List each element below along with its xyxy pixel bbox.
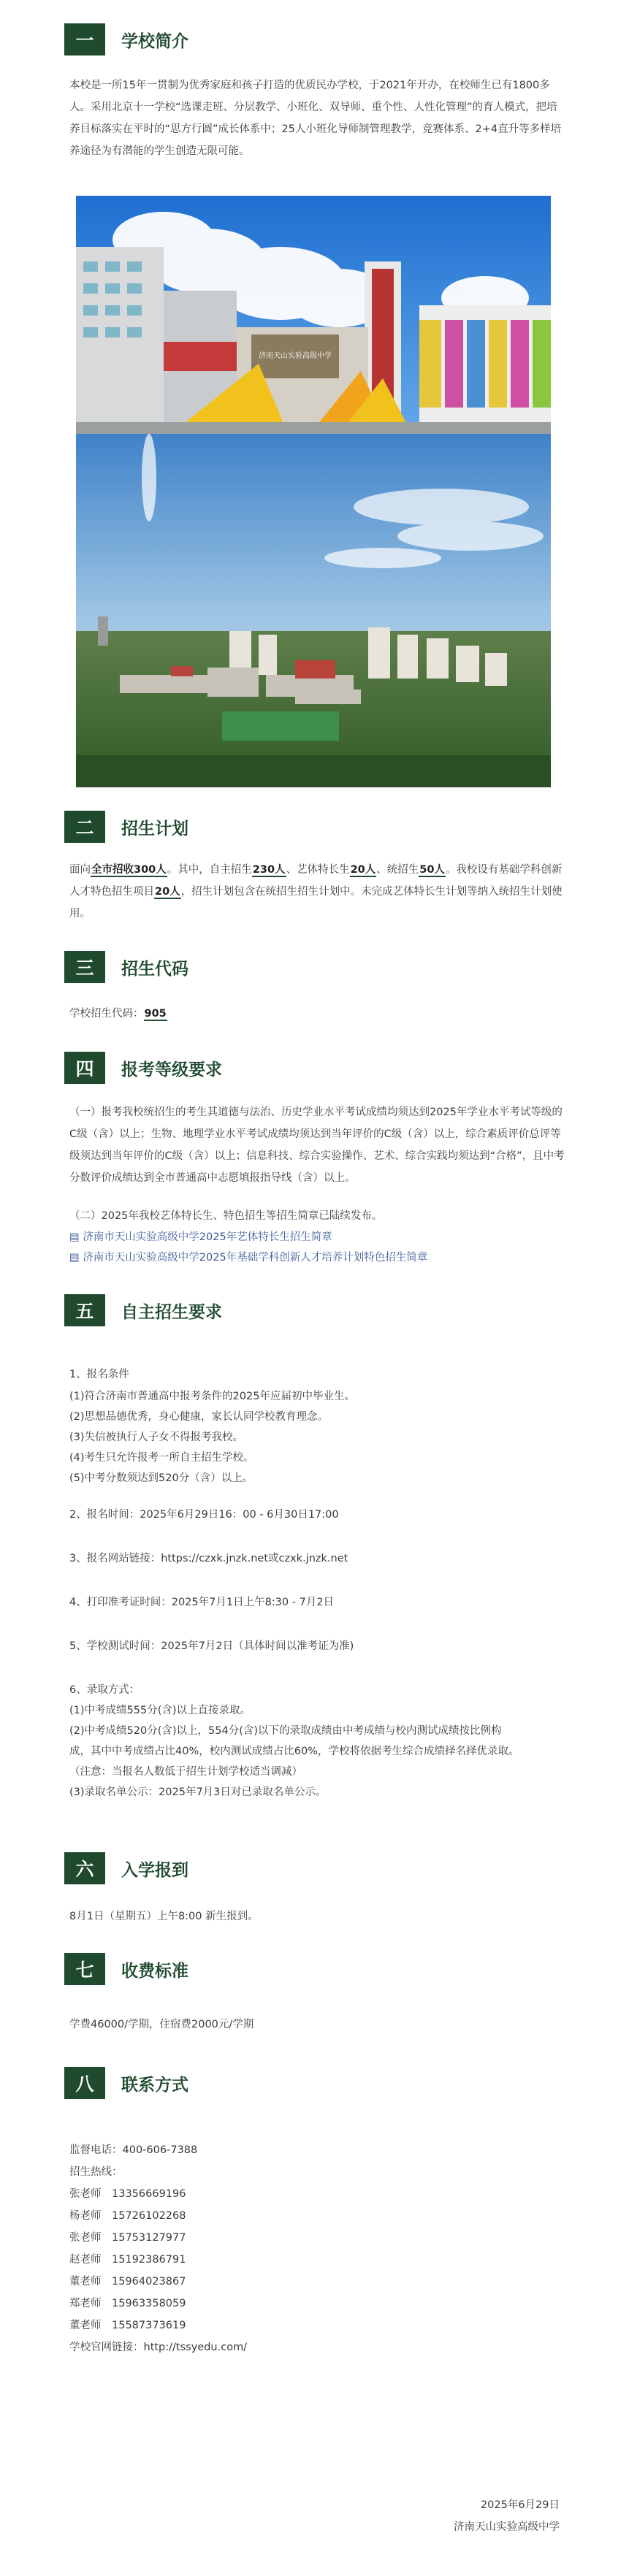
contact-line: 郑老师 15963358059: [69, 2298, 186, 2309]
registration-url-line: 3、报名网站链接：https://czxk.jnzk.net或czxk.jnzk.net: [69, 1553, 348, 1564]
section-title: 招生代码: [121, 959, 188, 979]
section-heading-5: [64, 1294, 222, 1326]
requirement-line: (5)中考分数须达到520分（含）以上。: [69, 1472, 253, 1484]
building-sign: 济南天山实验高级中学: [259, 352, 332, 360]
admission-ticket-line: 4、打印准考证时间：2025年7月1日上午8:30 - 7月2日: [69, 1597, 335, 1608]
link-icon: ▤: [69, 1231, 83, 1243]
requirement-line: (1)中考成绩555分(含)以上直接录取。: [69, 1705, 251, 1716]
requirement-line: (1)符合济南市普通高中报考条件的2025年应届初中毕业生。: [69, 1391, 355, 1402]
contact-line: 张老师 15753127977: [69, 2232, 186, 2244]
section-heading-3: [64, 951, 188, 983]
campus-aerial-photo: [76, 434, 551, 787]
section-title: 联系方式: [121, 2075, 188, 2095]
section-title: 招生计划: [121, 819, 188, 838]
section-heading-1: [64, 23, 188, 56]
plan-highlight: 230人: [252, 864, 286, 876]
arts-sports-brochure-link[interactable]: [69, 1228, 332, 1244]
plan-text: 、艺体特长生: [286, 864, 350, 876]
registration-date-line: 8月1日（星期五）上午8:00 新生报到。: [69, 1911, 259, 1922]
section-heading-8: [64, 2067, 188, 2099]
requirement-line: 成，其中中考成绩占比40%，校内测试成绩占比60%，学校将依据考生综合成绩择名择优录取。: [69, 1746, 519, 1757]
requirement-line: (3)失信被执行人子女不得报考我校。: [69, 1432, 244, 1443]
requirement-line: （注意：当报名人数低于招生计划学校适当调减）: [69, 1766, 302, 1778]
requirement-line: (2)思想品德优秀，身心健康，家长认同学校教育理念。: [69, 1411, 329, 1423]
link-label: 济南市天山实验高级中学2025年艺体特长生招生简章: [83, 1231, 332, 1243]
school-website-line: 学校官网链接：http://tssyedu.com/: [69, 2342, 248, 2353]
section-number: 二: [64, 811, 105, 843]
stem-talent-brochure-link[interactable]: [69, 1249, 427, 1264]
section-number: 六: [64, 1852, 105, 1884]
contact-line: 张老师 13356669196: [69, 2188, 186, 2200]
section-title: 学校简介: [121, 31, 188, 51]
section-number: 三: [64, 951, 105, 983]
section-heading-7: [64, 1953, 188, 1985]
requirement-line: 1、报名条件: [69, 1369, 129, 1380]
section-number: 四: [64, 1052, 105, 1084]
footer-school-name: 济南天山实验高级中学: [454, 2521, 560, 2533]
intro-paragraph: 本校是一所15年一贯制为优秀家庭和孩子打造的优质民办学校，于2021年开办，在校师生已有1800多人。采用北京十一学校“选课走班、分层教学、小班化、双导师、重个性、人性化管理”的育人模式，把培养目标落实在平时的“思方行圆”成长体系中；25人小班化导师制管理教学，竞赛体系、2+4直升等多样培养途径为有潜能的学生创造无限可能。: [69, 80, 562, 157]
plan-highlight: 20人: [350, 864, 376, 876]
contact-line: 董老师 15964023867: [69, 2276, 186, 2288]
section-number: 七: [64, 1953, 105, 1985]
school-code-value: 905: [144, 1008, 167, 1020]
special-admission-paragraph: （二）2025年我校艺体特长生、特色招生等招生简章已陆续发布。: [69, 1210, 383, 1222]
section-title: 入学报到: [121, 1860, 188, 1880]
section-title: 自主招生要求: [121, 1302, 222, 1322]
link-label: 济南市天山实验高级中学2025年基础学科创新人才培养计划特色招生简章: [83, 1252, 428, 1264]
section-number: 一: [64, 23, 105, 56]
contact-line: 董老师 15587373619: [69, 2320, 186, 2331]
school-building-photo: [76, 196, 551, 434]
plan-highlight: 20人: [155, 886, 180, 898]
contact-line: 赵老师 15192386791: [69, 2254, 186, 2266]
section-number: 八: [64, 2067, 105, 2099]
registration-time-line: 2、报名时间：2025年6月29日16：00 - 6月30日17:00: [69, 1509, 339, 1521]
plan-text: 。我校设有基础学科创新人才特色招生项目: [69, 864, 563, 898]
school-code-label: 学校招生代码：: [69, 1008, 144, 1020]
plan-highlight: 50人: [419, 864, 445, 876]
footer-date: 2025年6月29日: [480, 2499, 560, 2511]
section-title: 报考等级要求: [121, 1060, 222, 1079]
section-heading-4: [64, 1052, 222, 1084]
plan-text: 。其中，自主招生: [167, 864, 252, 876]
link-icon: ▤: [69, 1252, 83, 1264]
requirement-line: (4)考生只允许报考一所自主招生学校。: [69, 1452, 254, 1464]
contact-line: 招生热线：: [69, 2166, 123, 2178]
plan-text: 、统招生: [376, 864, 419, 876]
plan-highlight: 全市招收300人: [91, 864, 167, 876]
section-title: 收费标准: [121, 1961, 188, 1981]
contact-line: 监督电话：400-606-7388: [69, 2144, 198, 2156]
grade-requirement-paragraph: （一）报考我校统招生的考生其道德与法治、历史学业水平考试成绩均须达到2025年学业水平考试等级的C级（含）以上；生物、地理学业水平考试成绩均须达到当年评价的C级（含）以上，综合素质评价总评等级须达到当年评价的C级（含）以上；信息科技、综合实验操作、艺术、综合实践均须达到“合格”，且中考分数评价成绩达到全市普通高中志愿填报指导线（含）以上。: [69, 1107, 565, 1184]
fee-line: 学费46000/学期，住宿费2000元/学期: [69, 2019, 254, 2030]
requirement-line: (2)中考成绩520分(含)以上，554分(含)以下的录取成绩由中考成绩与校内测试成绩按比例构: [69, 1725, 502, 1737]
plan-text: ，招生计划包含在统招生招生计划中。未完成艺体特长生计划等纳入统招生计划使用。: [69, 886, 563, 920]
section-heading-2: [64, 811, 188, 843]
requirement-line: (3)录取名单公示：2025年7月3日对已录取名单公示。: [69, 1786, 327, 1798]
requirement-line: 6、录取方式：: [69, 1684, 140, 1696]
school-code-line: [69, 1005, 167, 1020]
test-time-line: 5、学校测试时间：2025年7月2日（具体时间以准考证为准): [69, 1640, 354, 1652]
enrollment-plan-paragraph: [69, 859, 566, 925]
plan-text: 面向: [69, 864, 91, 876]
section-heading-6: [64, 1852, 188, 1884]
section-number: 五: [64, 1294, 105, 1326]
contact-line: 杨老师 15726102268: [69, 2210, 186, 2222]
